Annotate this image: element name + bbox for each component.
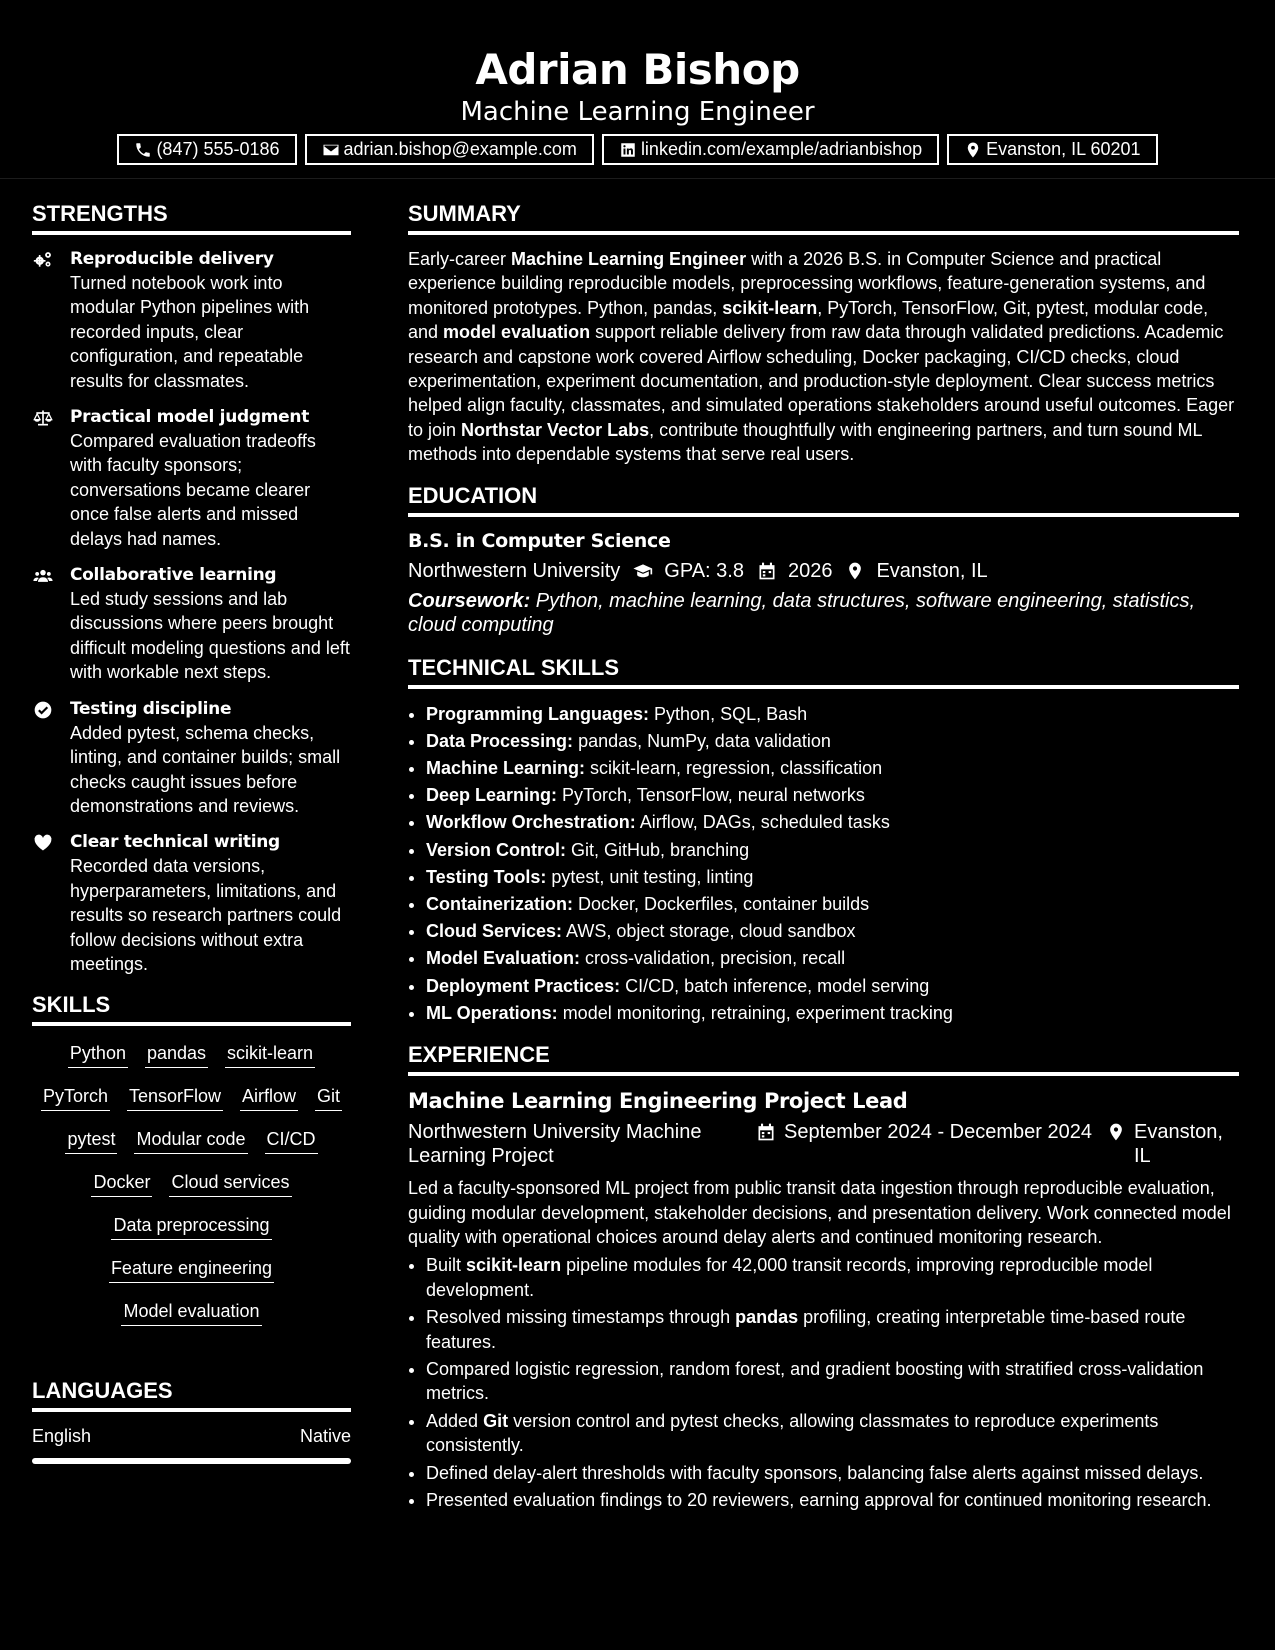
language-level: Native	[299, 1426, 351, 1447]
graduation-year: 2026	[787, 559, 833, 582]
language-name: English	[32, 1426, 92, 1447]
skill-values: model monitoring, retraining, experiment tracking	[557, 1002, 953, 1023]
summary-section	[408, 201, 1239, 467]
experience-section	[408, 1042, 1239, 1512]
skill-chip: pytest	[65, 1128, 117, 1154]
strength-title: Testing discipline	[70, 698, 232, 719]
technical-skills-section	[408, 655, 1239, 1027]
linkedin-icon	[619, 141, 637, 159]
job-location: Evanston, IL	[1134, 1121, 1223, 1168]
strength-desc: Added pytest, schema checks, linting, and container builds; small checks caught issues before demonstrations and reviews.	[70, 722, 341, 816]
skill-category: Programming Languages:	[426, 703, 650, 724]
skill-category: Model Evaluation:	[426, 948, 581, 969]
strength-title: Reproducible delivery	[70, 249, 274, 269]
users-icon	[32, 566, 54, 586]
bold-text: scikit-learn	[722, 297, 818, 318]
language-proficiency-bar	[32, 1458, 351, 1464]
skill-category: Deep Learning:	[426, 785, 558, 806]
skill-category: Workflow Orchestration:	[426, 812, 636, 833]
skill-chip: scikit-learn	[225, 1042, 315, 1068]
gears-icon	[32, 250, 54, 270]
map-pin-icon	[1106, 1122, 1126, 1142]
skill-chip: Feature engineering	[109, 1257, 274, 1283]
technical-skill-item	[426, 782, 1239, 809]
calendar-icon	[756, 561, 778, 581]
skill-chip: CI/CD	[265, 1128, 318, 1154]
summary-text	[408, 247, 1239, 467]
graduation-cap-icon	[632, 561, 654, 581]
text-run: Early-career	[408, 249, 512, 269]
skill-chip: Data preprocessing	[111, 1214, 271, 1240]
technical-skill-item	[426, 918, 1239, 945]
bold-text: pandas	[735, 1307, 799, 1328]
job-org: Northwestern University Machine Learning Project	[408, 1121, 702, 1168]
technical-skill-item	[426, 973, 1239, 1000]
text-run: with a 2026 B.S. in Computer Science and practical experience building reproducible models, preprocessing workflows, feature-generation systems, and monitored prototypes. Python, pandas,	[408, 249, 1206, 318]
language-row	[32, 1424, 351, 1448]
technical-skills-heading: TECHNICAL SKILLS	[408, 655, 1239, 689]
skill-chip: pandas	[145, 1042, 208, 1068]
strengths-section	[32, 201, 351, 976]
technical-skill-item	[426, 701, 1239, 728]
text-run: Built	[426, 1255, 467, 1276]
languages-section	[32, 1378, 351, 1464]
skill-category: ML Operations:	[426, 1002, 558, 1023]
strength-item	[32, 697, 351, 819]
strength-desc: Led study sessions and lab discussions where peers brought difficult modeling questions and left with workable next steps.	[70, 589, 350, 683]
strength-title: Clear technical writing	[70, 832, 280, 853]
calendar-icon	[756, 1122, 776, 1142]
technical-skill-item	[426, 945, 1239, 972]
technical-skill-item	[426, 728, 1239, 755]
candidate-headline: Machine Learning Engineer	[460, 97, 815, 127]
contact-bar	[0, 134, 1275, 165]
skill-values: CI/CD, batch inference, model serving	[620, 975, 930, 996]
text-run: , contribute thoughtfully with engineering partners, and turn sound ML methods into dependable systems that serve real users.	[408, 419, 1202, 465]
skills-section	[32, 992, 351, 1326]
contact-text: adrian.bishop@example.com	[343, 139, 577, 159]
technical-skills-list	[408, 701, 1239, 1027]
skill-category: Version Control:	[426, 839, 567, 860]
skill-values: pandas, NumPy, data validation	[573, 730, 831, 751]
skill-chip: Airflow	[240, 1085, 298, 1111]
job-bullet	[426, 1253, 1239, 1302]
skill-chip: Model evaluation	[121, 1300, 261, 1326]
job-dates-group	[756, 1120, 1106, 1168]
text-run: version control and pytest checks, allowing classmates to reproduce experiments consistently.	[426, 1410, 1159, 1456]
technical-skill-item	[426, 864, 1239, 891]
text-run: pipeline modules for 42,000 transit records, improving reproducible model development.	[426, 1255, 1153, 1300]
envelope-icon	[322, 141, 340, 159]
technical-skill-item	[426, 1000, 1239, 1027]
technical-skill-item	[426, 837, 1239, 864]
heart-icon	[32, 833, 54, 853]
skill-category: Machine Learning:	[426, 758, 586, 779]
skill-values: PyTorch, TensorFlow, neural networks	[557, 785, 865, 806]
strength-item	[32, 405, 351, 551]
contact-location	[947, 134, 1157, 165]
skill-values: Docker, Dockerfiles, container builds	[573, 894, 870, 915]
contact-email[interactable]	[305, 134, 594, 165]
bold-text: model evaluation	[443, 322, 591, 343]
job-bullet	[426, 1305, 1239, 1354]
strength-title: Practical model judgment	[70, 407, 310, 428]
coursework-list: Python, machine learning, data structures, software engineering, statistics, cloud computing	[408, 589, 1196, 636]
text-run: Resolved missing timestamps through	[426, 1307, 736, 1328]
strength-item	[32, 247, 351, 393]
bold-text: Machine Learning Engineer	[511, 249, 747, 269]
left-column	[32, 178, 351, 1464]
strengths-heading: STRENGTHS	[32, 201, 351, 235]
skill-category: Data Processing:	[426, 730, 574, 751]
skill-chip: Python	[68, 1042, 128, 1068]
skill-chip: Git	[315, 1085, 342, 1111]
text-run: Defined delay-alert thresholds with faculty sponsors, balancing false alerts against missed delays.	[426, 1462, 1204, 1483]
skill-chip: Docker	[91, 1171, 152, 1197]
right-column	[408, 178, 1239, 1515]
skill-chip: Modular code	[134, 1128, 247, 1154]
scale-icon	[32, 408, 54, 428]
technical-skill-item	[426, 891, 1239, 918]
school-name: Northwestern University	[408, 559, 621, 582]
bold-text: Northstar Vector Labs	[461, 419, 650, 440]
contact-phone[interactable]	[117, 134, 296, 165]
skill-chips	[32, 1042, 351, 1326]
technical-skill-item	[426, 755, 1239, 782]
skill-chip: PyTorch	[41, 1085, 110, 1111]
skills-heading: SKILLS	[32, 992, 351, 1026]
resume-header	[0, 0, 1275, 179]
strength-item	[32, 830, 351, 976]
skill-category: Containerization:	[426, 894, 573, 915]
skill-values: Git, GitHub, branching	[566, 839, 750, 860]
skill-values: Python, SQL, Bash	[649, 703, 808, 724]
school-location: Evanston, IL	[876, 559, 988, 582]
bold-text: Git	[483, 1410, 509, 1431]
job-summary: Led a faculty-sponsored ML project from public transit data ingestion through reproducible evaluation, guiding modular development, stakeholder decisions, and presentation delivery. Work connected model quality with operational choices around delay alerts and continued monitoring research.	[408, 1178, 1231, 1247]
degree: B.S. in Computer Science	[408, 529, 671, 552]
job-bullet	[426, 1409, 1239, 1458]
coursework-label: Coursework:	[408, 589, 531, 612]
text-run: support reliable delivery from raw data through validated predictions. Academic research and capstone work covered Airflow scheduling, Docker packaging, CI/CD checks, cloud experimentation, experiment documentation, and production-style deployment. Clear success metrics helped align faculty, classmates, and simulated operations stakeholders around useful outcomes. Eager to join	[408, 322, 1235, 440]
education-section	[408, 483, 1239, 637]
skill-category: Deployment Practices:	[426, 975, 621, 996]
summary-heading: SUMMARY	[408, 201, 1239, 235]
job-bullet	[426, 1461, 1239, 1485]
contact-linkedin[interactable]	[602, 134, 939, 165]
strength-item	[32, 563, 351, 685]
skill-category: Cloud Services:	[426, 921, 563, 942]
contact-text: (847) 555-0186	[156, 139, 280, 159]
text-run: Added	[426, 1410, 484, 1431]
text-run: , PyTorch, TensorFlow, Git, pytest, modular code, and	[408, 297, 1209, 343]
skill-chip: TensorFlow	[127, 1085, 223, 1111]
contact-text: Evanston, IL 60201	[986, 139, 1141, 159]
skill-values: scikit-learn, regression, classification	[585, 758, 883, 779]
map-pin-icon	[844, 561, 866, 581]
education-heading: EDUCATION	[408, 483, 1239, 517]
gpa: GPA: 3.8	[664, 559, 744, 582]
education-details	[408, 556, 1239, 586]
skill-values: Airflow, DAGs, scheduled tasks	[635, 812, 890, 833]
bold-text: scikit-learn	[466, 1255, 562, 1276]
languages-heading: LANGUAGES	[32, 1378, 351, 1412]
check-circle-icon	[32, 700, 54, 720]
strength-desc: Compared evaluation tradeoffs with faculty sponsors; conversations became clearer once false alerts and missed delays had names.	[70, 431, 316, 549]
skill-values: pytest, unit testing, linting	[546, 866, 754, 887]
skill-values: AWS, object storage, cloud sandbox	[562, 921, 856, 942]
text-run: profiling, creating interpretable time-based route features.	[426, 1307, 1186, 1352]
job-dates: September 2024 - December 2024	[784, 1121, 1092, 1144]
job-bullets	[408, 1253, 1239, 1512]
strength-desc: Turned notebook work into modular Python pipelines with recorded inputs, clear configuration, and repeatable results for classmates.	[70, 273, 310, 391]
map-pin-icon	[964, 141, 982, 159]
skill-chip: Cloud services	[169, 1171, 291, 1197]
skill-values: cross-validation, precision, recall	[580, 948, 846, 969]
strength-title: Collaborative learning	[70, 565, 277, 586]
skill-category: Testing Tools:	[426, 866, 547, 887]
job-bullet	[426, 1488, 1239, 1512]
job-bullet	[426, 1357, 1239, 1406]
experience-heading: EXPERIENCE	[408, 1042, 1239, 1076]
coursework	[408, 589, 1239, 637]
job-meta	[408, 1120, 1239, 1168]
technical-skill-item	[426, 809, 1239, 836]
contact-text: linkedin.com/example/adrianbishop	[640, 139, 923, 159]
candidate-name: Adrian Bishop	[475, 45, 800, 94]
job-title: Machine Learning Engineering Project Lead	[408, 1089, 908, 1114]
phone-icon	[134, 141, 152, 159]
text-run: Compared logistic regression, random forest, and gradient boosting with stratified cross-validation metrics.	[426, 1358, 1204, 1404]
strength-desc: Recorded data versions, hyperparameters, limitations, and results so research partners could follow decisions without extra meetings.	[70, 856, 342, 974]
job-location-group	[1106, 1120, 1236, 1168]
text-run: Presented evaluation findings to 20 reviewers, earning approval for continued monitoring research.	[426, 1489, 1212, 1510]
